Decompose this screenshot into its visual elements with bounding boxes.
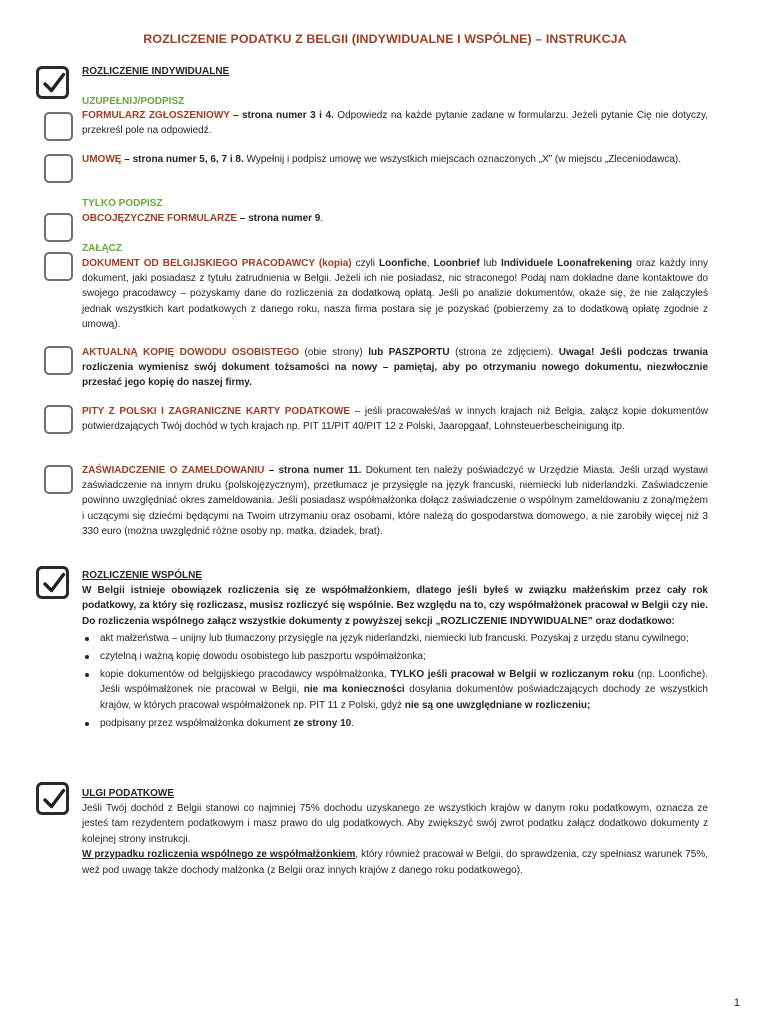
- relief-checked-checkbox[interactable]: [36, 782, 69, 815]
- contract-text: Wypełnij i podpisz umowę we wszystkich miejscach oznaczonych „X” (w miejscu „Zleceniodawca).: [243, 154, 682, 165]
- employer-doc-text-2: ,: [426, 258, 434, 269]
- loonfiche-term: Loonfiche: [379, 258, 427, 269]
- joint-section: [82, 568, 708, 734]
- pit-item: [82, 404, 708, 434]
- contract-name: UMOWĘ: [82, 154, 122, 165]
- list-item: [100, 667, 708, 713]
- residence-pages: – strona numer 11.: [264, 465, 362, 476]
- residence-name: ZAŚWIADCZENIE O ZAMELDOWANIU: [82, 465, 265, 476]
- employer-doc-checkbox[interactable]: [44, 252, 73, 281]
- marriage-cert-text: akt małżeństwa – unijny lub tłumaczony przysięgle na język niderlandzki, niemiecki lub francuski. Pozyskaj z urzędu stanu cywilnego;: [100, 632, 689, 644]
- sign-only-label-block: [82, 196, 708, 211]
- employer-doc-text-4: oraz każdy inny dokument, jaki posiadasz z tytułu zatrudnienia w Belgii. Jeżeli ich nie posiadasz, nic straconego! Podaj nam dokładne dane kontaktowe do swojego pracodawcy – pozyskamy dane do rozliczenia za dodatkową opłatą. Jeśli po analizie dokumentów, okaże się, że nie załączyłeś jednak wszystkich kart podatkowych z danego roku, nasza firma postara się je pozyskać (pobierzemy za to dodatkową opłatę zgodnie z umową).: [82, 258, 709, 330]
- employer-doc-item: [82, 256, 708, 332]
- individual-checked-checkbox[interactable]: [36, 66, 69, 99]
- fill-sign-label: UZUPEŁNIJ/PODPISZ: [82, 96, 185, 107]
- id-card-item: [82, 345, 708, 391]
- pit-name: PITY Z POLSKI I ZAGRANICZNE KARTY PODATKOWE: [82, 406, 351, 417]
- residence-item: [82, 463, 708, 539]
- foreign-forms-checkbox[interactable]: [44, 213, 73, 242]
- list-item: [100, 716, 708, 731]
- relief-section: [82, 786, 708, 880]
- spouse-docs-text-3: dosyłania dokumentów poświadczających dochody ze wszystkich krajów, w których pracował współmałżonek np. PIT 11 z Polski, gdyż: [100, 684, 708, 711]
- spouse-id-text: czytelną i ważną kopię dowodu osobistego lub paszportu współmałżonka;: [100, 651, 426, 663]
- page-number: 1: [733, 997, 740, 1009]
- spouse-docs-text-1: kopie dokumentów od belgijskiego pracodawcy współmałżonka,: [100, 669, 391, 681]
- contract-pages: – strona numer 5, 6, 7 i 8.: [121, 154, 244, 165]
- id-card-text-2: (strona ze zdjęciem).: [449, 347, 559, 358]
- contract-item: [82, 152, 708, 167]
- foreign-forms-pages: – strona numer 9: [237, 213, 321, 224]
- spouse-docs-bold-1: TYLKO jeśli pracował w Belgii w rozliczanym roku: [390, 669, 635, 681]
- spouse-docs-text-2: (np. Loonfiche). Jeśli współmałżonek nie pracował w Belgii,: [100, 669, 708, 696]
- fill-sign-label-block: [82, 94, 708, 109]
- joint-heading: ROZLICZENIE WSPÓLNE: [82, 570, 202, 581]
- form-text: Odpowiedz na każde pytanie zadane w formularzu. Jeżeli pytanie Cię nie dotyczy, przekreśl pole na odpowiedź.: [82, 110, 708, 137]
- relief-joint-bold: W przypadku rozliczenia wspólnego ze współmałżonkiem: [82, 848, 356, 860]
- residence-checkbox[interactable]: [44, 465, 73, 494]
- contract-checkbox[interactable]: [44, 154, 73, 183]
- joint-intro: W Belgii istnieje obowiązek rozliczenia się ze współmałżonkiem, dlatego jeśli byłeś w związku małżeńskim przez cały rok podatkowy, za który się rozliczasz, musisz rozliczyć się wspólnie. Bez względu na to, czy współmałżonek pracował w Belgii czy nie. Do rozliczenia wspólnego załącz wszystkie dokumenty z powyższej sekcji „ROZLICZENIE INDYWIDUALNE” oraz dodatkowo:: [82, 585, 708, 627]
- checkmark-icon: [42, 71, 66, 95]
- form-pages: – strona numer 3 i 4.: [232, 110, 334, 121]
- loonbrief-term: Loonbrief: [433, 258, 480, 269]
- residence-text: Dokument ten należy poświadczyć w Urzędzie Miasta. Jeśli urząd wystawi zaświadczenie na innym druku (polskojęzycznym), przetłumacz je przysięgle na język francuski, niemiecki lub niderlandzki. Zaświadczenie powinno uwzględniać okres zameldowania. Jeśli posiadasz współmałżonka dołącz zaświadczenie o wspólnym zameldowaniu z żoną/mężem i uczącymi się dziećmi będącymi na Twoim utrzymaniu oraz osobami, które należą do gospodarstwa domowego, a nie zarobiły więcej niż 3 330 euro (można uwzględnić różne osoby np. matka, dziadek, brat).: [82, 465, 709, 537]
- spouse-signed-text: podpisany przez współmałżonka dokument: [100, 717, 294, 729]
- form-name: FORMULARZ ZGŁOSZENIOWY: [82, 110, 230, 121]
- relief-paragraph-2: , który również pracował w Belgii, do sprawdzenia, czy spełniasz warunek 75%, weź pod uwagę także dochody małżonka (z Belgii oraz innych krajów z danego roku podatkowego).: [82, 848, 708, 877]
- individual-heading-block: [82, 64, 708, 79]
- form-checkbox[interactable]: [44, 112, 73, 141]
- passport-label: lub PASZPORTU: [368, 347, 450, 358]
- employer-doc-text-1: czyli: [351, 258, 379, 269]
- joint-checked-checkbox[interactable]: [36, 566, 69, 599]
- spouse-signed-end: .: [351, 717, 355, 729]
- pit-text: – jeśli pracowałeś/aś w innych krajach niż Belgia, załącz kopie dokumentów potwierdzających Twój dochód w tych krajach np. PIT 11/PIT 40/PIT 12 z Polski, Jaaropgaaf, Lohnsteuerbescheinigung itp.: [82, 406, 708, 433]
- id-card-checkbox[interactable]: [44, 346, 73, 375]
- checkmark-icon: [42, 787, 66, 811]
- spouse-signed-page: ze strony 10: [293, 717, 352, 729]
- foreign-forms-item: [82, 211, 708, 226]
- employer-doc-name: DOKUMENT OD BELGIJSKIEGO PRACODAWCY (kopia): [82, 258, 352, 269]
- joint-bullet-list: [82, 631, 708, 731]
- attach-label: ZAŁĄCZ: [82, 243, 122, 254]
- checkmark-icon: [42, 571, 66, 595]
- sign-only-label: TYLKO PODPISZ: [82, 198, 163, 209]
- id-card-warning: Uwaga! Jeśli podczas trwania rozliczenia wymienisz swój dokument tożsamości na nowy – pamiętaj, aby po otrzymaniu nowego dokumentu, niezwłocznie przesłać jego kopię do naszej firmy.: [82, 347, 708, 389]
- loonafrekening-term: Individuele Loonafrekening: [500, 258, 633, 269]
- form-item: [82, 108, 708, 138]
- foreign-forms-name: OBCOJĘZYCZNE FORMULARZE: [82, 213, 237, 224]
- pit-checkbox[interactable]: [44, 405, 73, 434]
- list-item: [100, 631, 708, 646]
- employer-doc-text-3: lub: [479, 258, 501, 269]
- relief-heading: ULGI PODATKOWE: [82, 788, 175, 799]
- foreign-forms-end: .: [320, 213, 324, 224]
- individual-heading: ROZLICZENIE INDYWIDUALNE: [82, 66, 230, 77]
- id-card-name: AKTUALNĄ KOPIĘ DOWODU OSOBISTEGO: [82, 347, 299, 358]
- spouse-docs-bold-2: nie ma konieczności: [303, 684, 405, 696]
- relief-paragraph-1: Jeśli Twój dochód z Belgii stanowi co najmniej 75% dochodu uzyskanego ze wszystkich krajów w danym roku podatkowym, oznacza ze jesteś tam rezydentem podatkowym i masz prawo do ulg podatkowych. Aby zwiększyć swój zwrot podatku załącz dodatkowo dokumenty z kolejnej strony instrukcji.: [82, 803, 708, 845]
- page-title: ROZLICZENIE PODATKU Z BELGII (INDYWIDUALNE I WSPÓLNE) – INSTRUKCJA: [143, 32, 627, 46]
- spouse-docs-bold-3: nie są one uwzględniane w rozliczeniu;: [404, 699, 591, 711]
- attach-label-block: [82, 241, 708, 256]
- id-card-text-1: (obie strony): [298, 347, 369, 358]
- list-item: [100, 649, 708, 664]
